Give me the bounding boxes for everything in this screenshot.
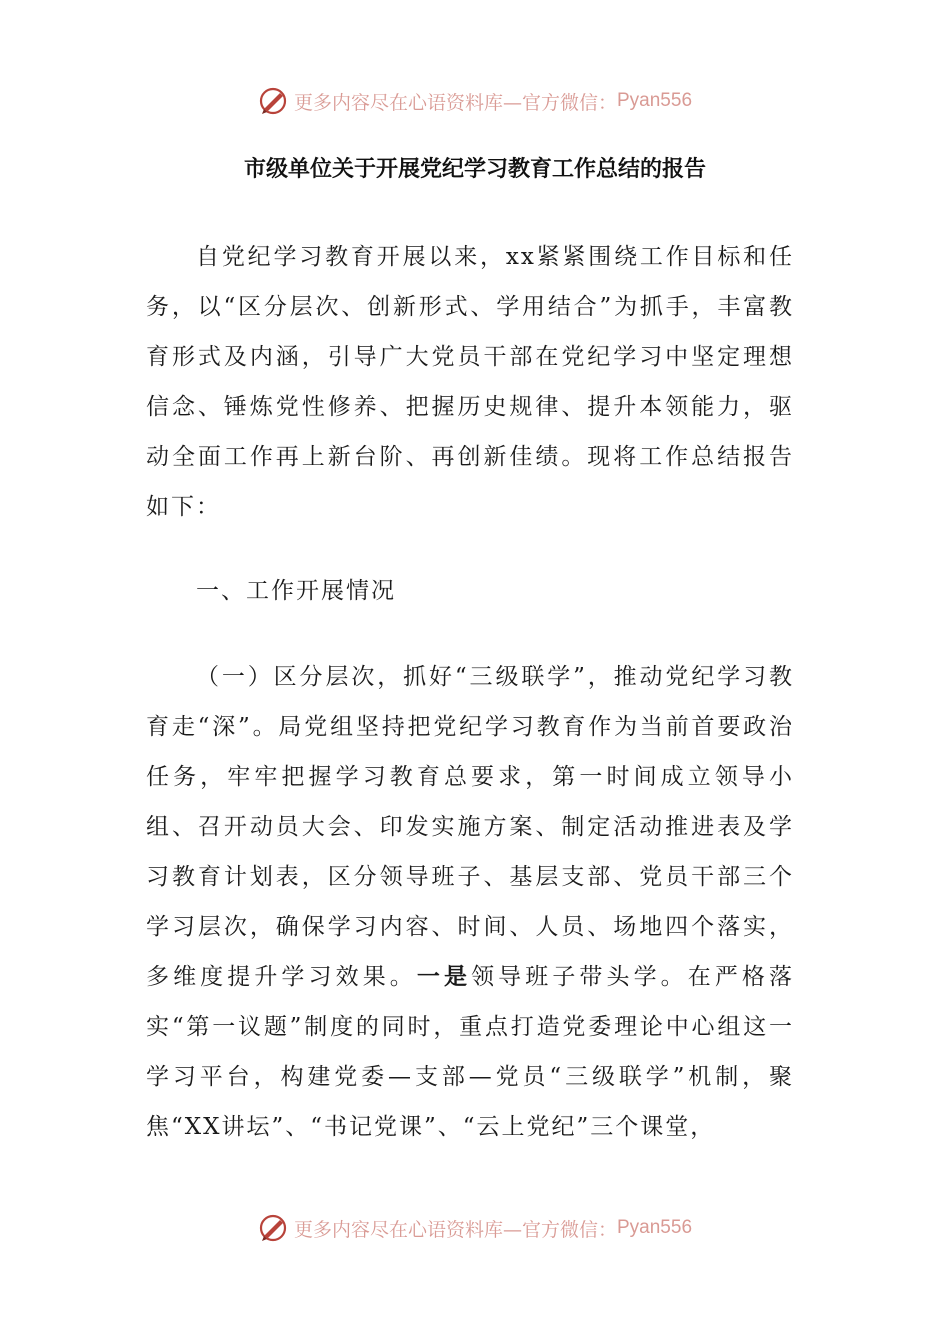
section-heading: 一、工作开展情况 — [196, 578, 396, 604]
footer-watermark — [0, 1213, 950, 1243]
header-watermark — [0, 86, 950, 116]
pen-logo-icon — [258, 1213, 288, 1243]
section1-text-part1: （一）区分层次，抓好“三级联学”，推动党纪学习教育走“深”。局党组坚持把党纪学习教育作为当前首要政治任务，牢牢把握学习教育总要求，第一时间成立领导小组、召开动员大会、印发实施方案、制定活动推进表及学习教育计划表，区分领导班子、基层支部、党员干部三个学习层次，确保学习内容、时间、人员、场地四个落实，多维度提升学习效果。 — [146, 664, 794, 990]
document-title: 市级单位关于开展党纪学习教育工作总结的报告 — [243, 156, 706, 182]
section1-bold-marker: 一是 — [416, 963, 472, 990]
watermark-id: Pyan556 — [617, 90, 693, 111]
watermark-text: 更多内容尽在心语资料库—官方微信： — [293, 1218, 617, 1241]
section1-text-part2: 领导班子带头学。在严格落实“第一议题”制度的同时，重点打造党委理论中心组这一学习平台，构建党委—支部—党员“三级联学”机制，聚焦“XX讲坛”、“书记党课”、“云上党纪”三个课堂， — [146, 964, 795, 1140]
watermark-id: Pyan556 — [617, 1217, 693, 1238]
watermark-text: 更多内容尽在心语资料库—官方微信： — [293, 91, 617, 114]
intro-paragraph: 自党纪学习教育开展以来，xx紧紧围绕工作目标和任务，以“区分层次、创新形式、学用结合”为抓手，丰富教育形式及内涵，引导广大党员干部在党纪学习中坚定理想信念、锤炼党性修养、把握历史规律、提升本领能力，驱动全面工作再上新台阶、再创新佳绩。现将工作总结报告如下： — [146, 244, 794, 520]
pen-logo-icon — [258, 86, 288, 116]
section1-paragraph — [146, 652, 794, 1152]
